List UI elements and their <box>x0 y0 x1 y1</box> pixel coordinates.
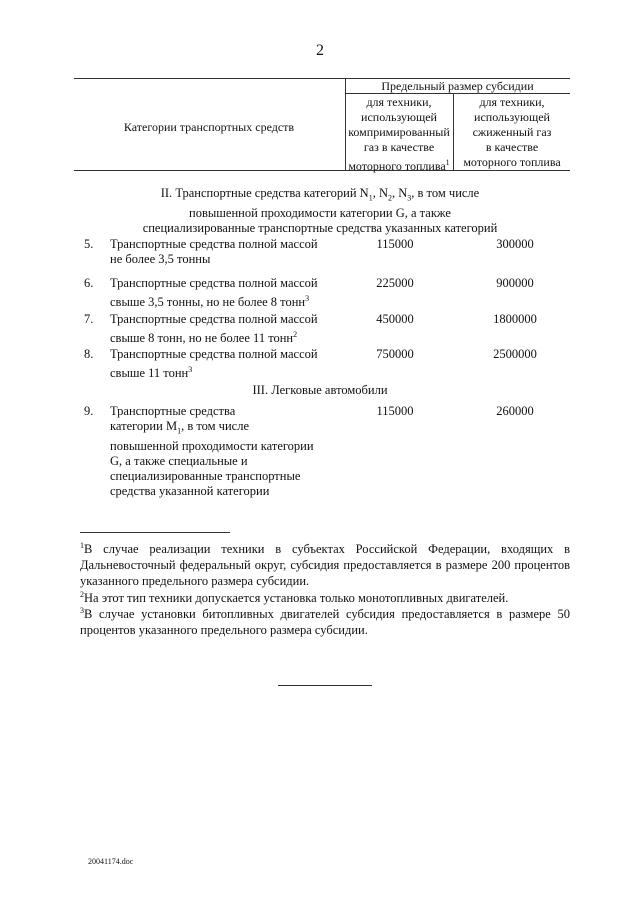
value-cng: 750000 <box>376 347 414 361</box>
row-number: 8. <box>84 347 94 361</box>
header-limit: Предельный размер субсидии <box>381 79 534 93</box>
row-description: Транспортные средства полной массой свыше 8 тонн, но не более 11 тонн$^2$ <box>110 312 318 346</box>
row-number: 7. <box>84 312 94 326</box>
value-lng: 2500000 <box>493 347 537 361</box>
row-number: 6. <box>84 276 94 290</box>
row-description: Транспортные средства категории $М_1$, в том числе повышенной проходимости категории G, а также специальные и специализированные транспортные средства указанной категории <box>110 404 314 498</box>
footnote-separator <box>80 532 230 533</box>
value-lng: 1800000 <box>493 312 537 326</box>
value-lng: 900000 <box>496 276 534 290</box>
row-number: 9. <box>84 404 94 418</box>
header-col-lng: для техники, использующей сжиженный газ в качестве моторного топлива <box>463 95 561 169</box>
section-3-heading: III. Легковые автомобили <box>252 383 388 397</box>
value-cng: 450000 <box>376 312 414 326</box>
row-number: 5. <box>84 237 94 251</box>
header-category: Категории транспортных средств <box>123 120 295 134</box>
document-id: 20041174.doc <box>88 857 134 866</box>
end-rule <box>278 685 372 686</box>
footnote-2: $^2$На этот тип техники допускается установка только монотопливных двигателей. <box>80 590 509 606</box>
footnote-1: $^1$В случае реализации техники в субъектах Российской Федерации, входящих в Дальневосточный федеральный округ, субсидия предоставляется в размере 200 процентов указанного предельного размера субсидии. <box>80 541 570 589</box>
value-cng: 115000 <box>376 237 414 251</box>
row-description: Транспортные средства полной массой не более 3,5 тонны <box>110 237 318 266</box>
row-description: Транспортные средства полной массой свыше 3,5 тонны, но не более 8 тонн$^3$ <box>110 276 318 310</box>
page-number: 2 <box>316 42 324 59</box>
header-col-cng: для техники, использующей компримированный газ в качестве моторного топлива$^1$ <box>348 95 450 173</box>
table-header-bottom-rule <box>74 170 570 171</box>
value-cng: 115000 <box>376 404 414 418</box>
footnote-ref-1: 1 <box>445 158 450 167</box>
section-2-heading: II. Транспортные средства категорий $N_1$, $N_2$, $N_3$, в том числе повышенной проходимости категории G, а также специализированные транспортные средства указанных категорий <box>142 186 498 235</box>
footnote-3: $^3$В случае установки битопливных двигателей субсидия предоставляется в размере 50 процентов указанного предельного размера субсидии. <box>80 606 570 638</box>
value-lng: 300000 <box>496 237 534 251</box>
value-cng: 225000 <box>376 276 414 290</box>
row-description: Транспортные средства полной массой свыше 11 тонн$^3$ <box>110 347 318 381</box>
value-lng: 260000 <box>496 404 534 418</box>
